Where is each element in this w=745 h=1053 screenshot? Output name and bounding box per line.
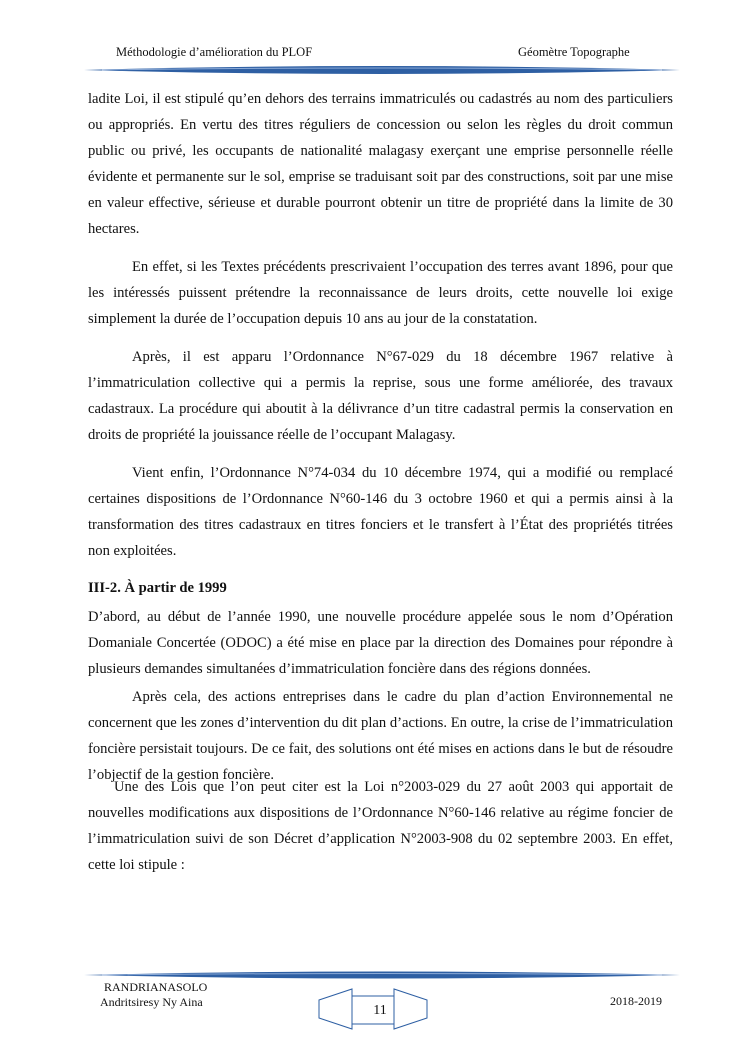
header-rule [82,64,682,76]
paragraph-7-text: Une des Lois que l’on peut citer est la Loi n°2003-029 du 27 août 2003 qui apportait de nouvelles modifications aux dispositions de l’Ordonnance N°60-146 relative au régime foncier de l’immatriculation suivi de son Décret d’application N°2003-908 du 02 septembre 2003. En effet, cette loi stipule : [88,779,673,873]
header-subtitle: Géomètre Topographe [518,45,630,59]
paragraph-2-text: En effet, si les Textes précédents prescrivaient l’occupation des terres avant 1896, pour que les intéressés puissent prétendre la reconnaissance de leurs droits, cette nouvelle loi exige simplement la durée de l’occupation depuis 10 ans au jour de la constatation. [88,259,673,327]
page-number: 11 [373,1003,387,1018]
paragraph-2 [88,254,673,332]
paragraph-4 [88,460,673,564]
paragraph-6 [88,684,673,788]
paragraph-5-text: D’abord, au début de l’année 1990, une nouvelle procédure appelée sous le nom d’Opération Domaniale Concertée (ODOC) a été mise en place par la direction des Domaines pour répondre à plusieurs demandes simultanées d’immatriculation foncière dans des régions données. [88,609,673,677]
paragraph-5 [88,604,673,682]
section-heading: III-2. À partir de 1999 [88,580,227,596]
footer-year: 2018-2019 [610,994,662,1008]
footer-author-line1: RANDRIANASOLO [104,980,208,994]
footer-author [100,980,207,1010]
paragraph-7 [88,774,673,878]
paragraph-1-text: ladite Loi, il est stipulé qu’en dehors des terrains immatriculés ou cadastrés au nom des particuliers ou appropriés. En vertu des titres réguliers de concession ou selon les règles du droit commun public ou privé, les occupants de nationalité malagasy exerçant une emprise personnelle réelle évidente et permanente sur le sol, emprise se traduisant soit par des constructions, soit par une mise en valeur effective, sérieuse et durable pourront obtenir un titre de propriété dans la limite de 30 hectares. [88,91,673,237]
paragraph-3-text: Après, il est apparu l’Ordonnance N°67-029 du 18 décembre 1967 relative à l’immatriculation collective qui a permis la reprise, sous une forme améliorée, des travaux cadastraux. La procédure qui aboutit à la délivrance d’un titre cadastral permis la conservation en droits de propriété la jouissance réelle de l’occupant Malagasy. [88,349,673,443]
footer-rule [82,970,682,980]
paragraph-1 [88,86,673,242]
paragraph-3 [88,344,673,448]
paragraph-4-text: Vient enfin, l’Ordonnance N°74-034 du 10 décembre 1974, qui a modifié ou remplacé certaines dispositions de l’Ordonnance N°60-146 du 3 octobre 1960 et qui a permis ainsi à la transformation des titres cadastraux en titres fonciers et le transfert à l’État des propriétés titrées non exploitées. [88,465,673,559]
paragraph-6-text: Après cela, des actions entreprises dans le cadre du plan d’action Environnemental ne concernent que les zones d’intervention du dit plan d’actions. En outre, la crise de l’immatriculation foncière persistait toujours. De ce fait, des solutions ont été mises en actions dans le but de résoudre l’objectif de la gestion foncière. [88,689,673,783]
header-title: Méthodologie d’amélioration du PLOF [116,45,313,59]
footer-author-line2: Andritsiresy Ny Aina [100,995,203,1009]
